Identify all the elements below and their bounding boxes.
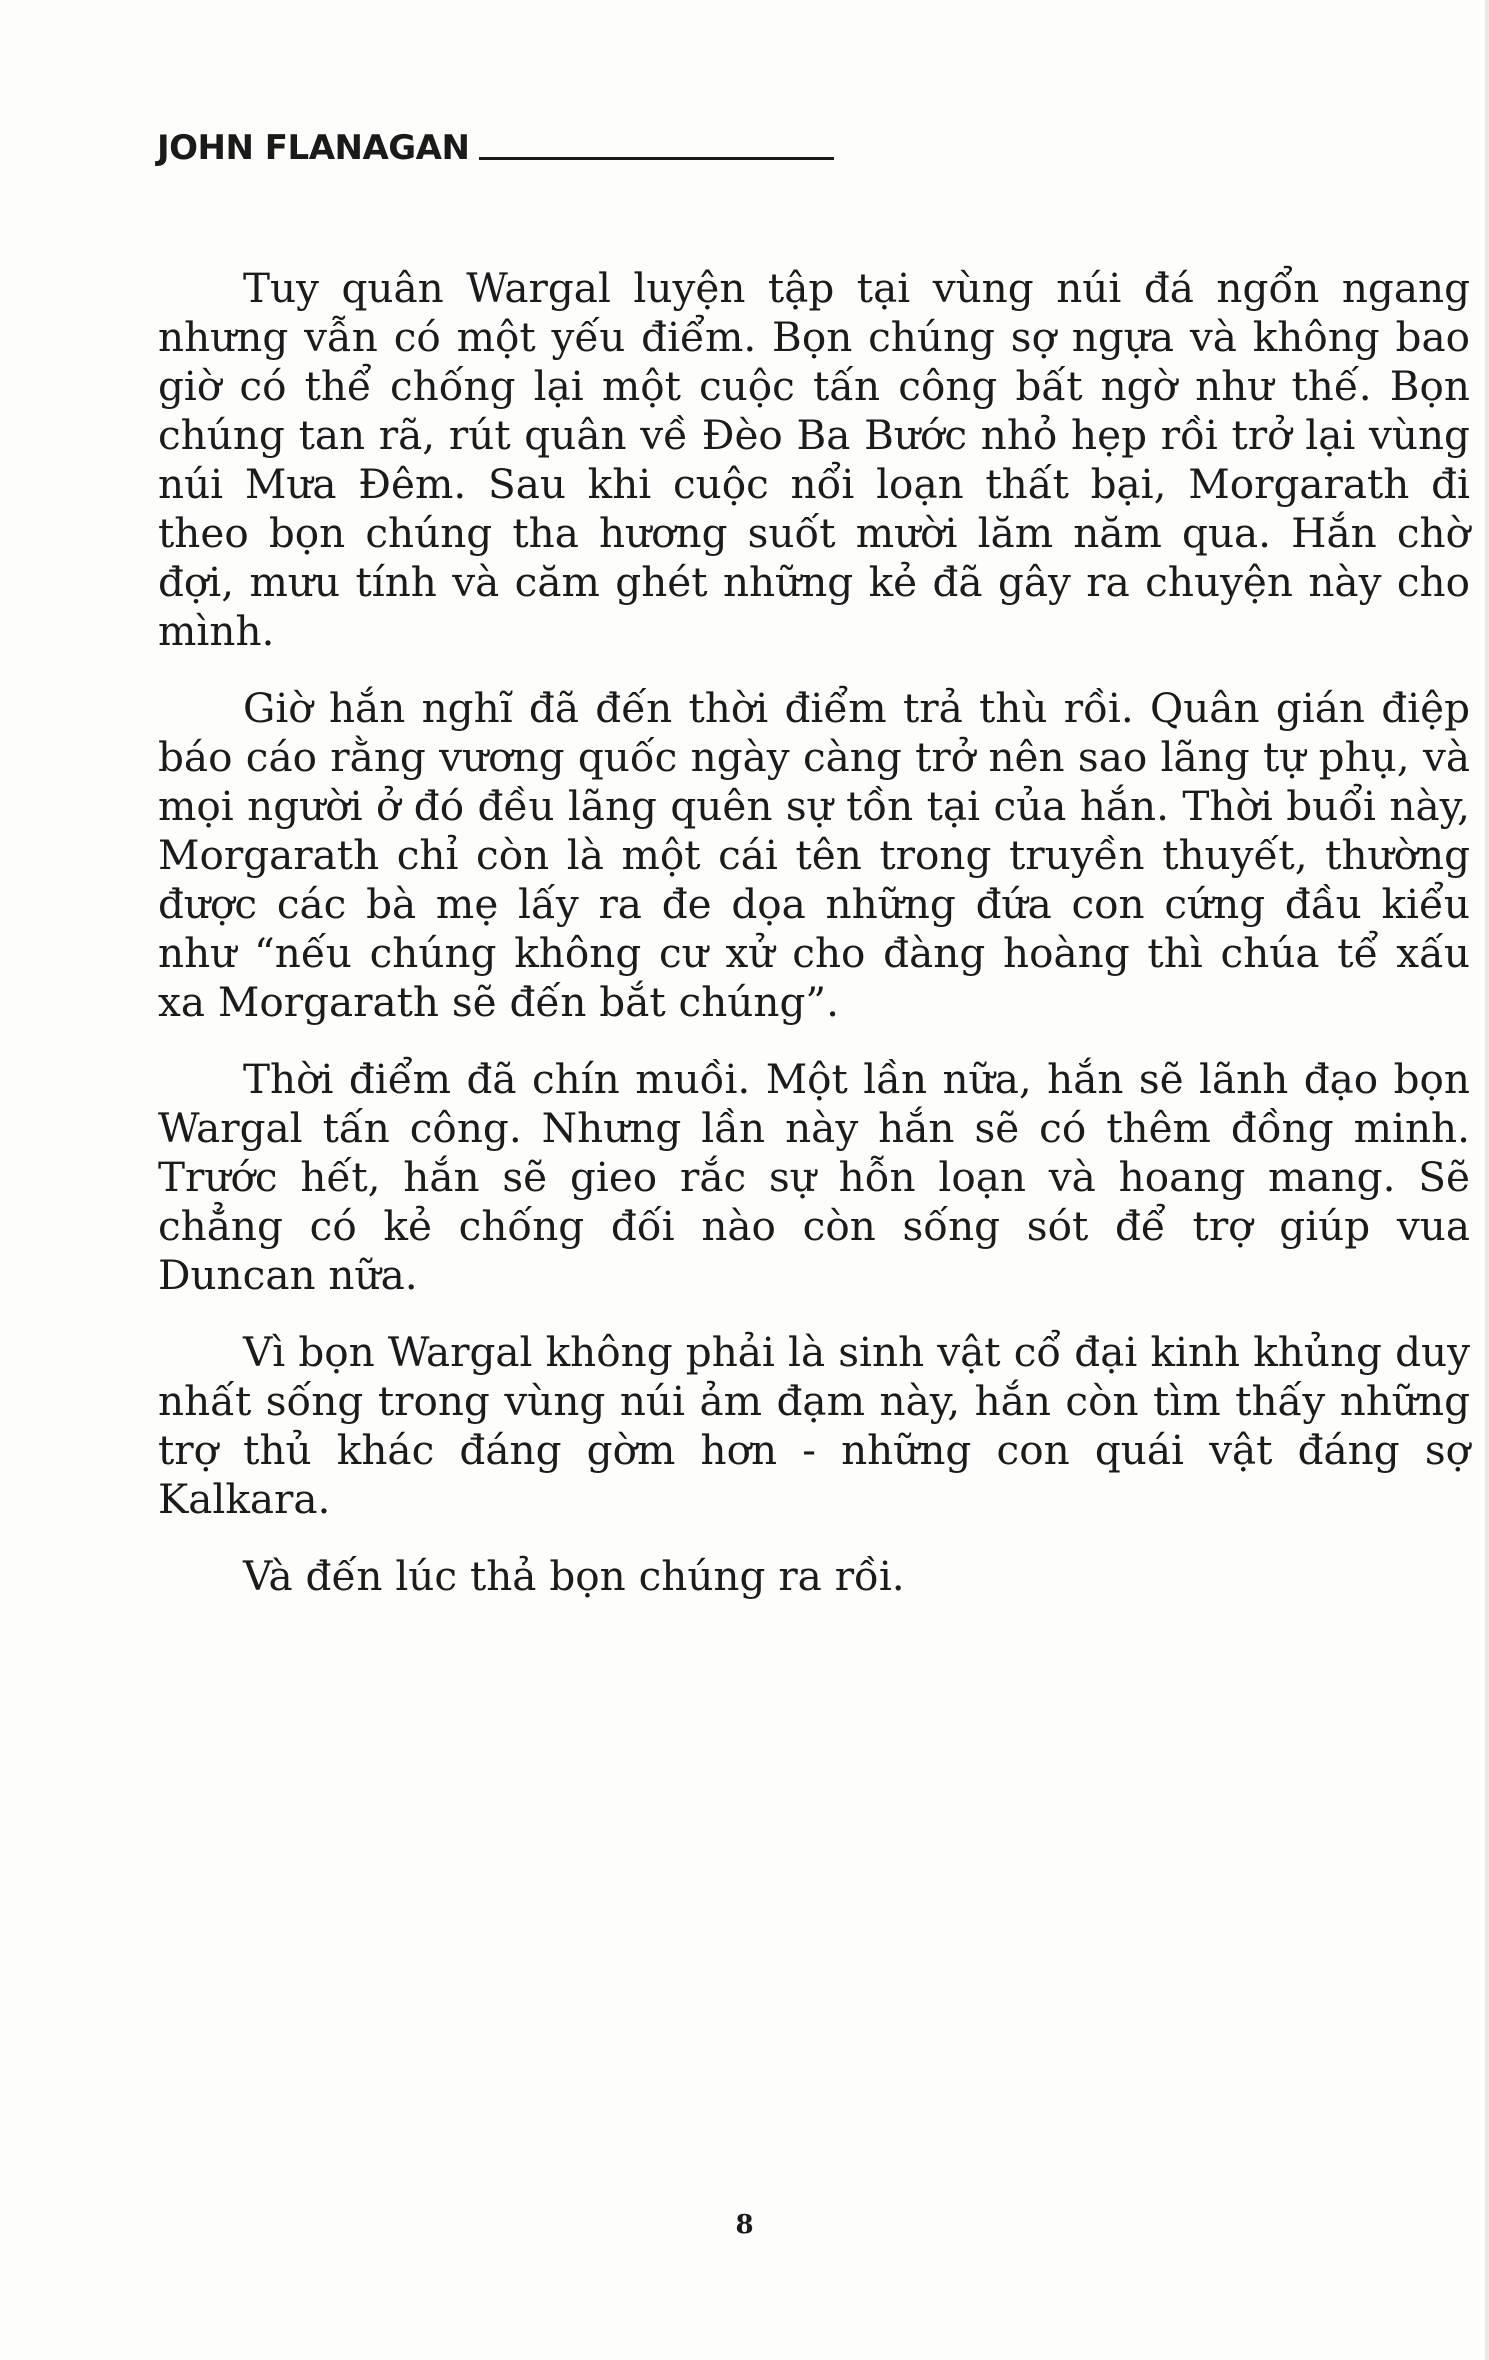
header-author: JOHN FLANAGAN [157,128,470,168]
page-number: 8 [735,2210,754,2240]
paragraph-3: Thời điểm đã chín muồi. Một lần nữa, hắn sẽ lãnh đạo bọn Wargal tấn công. Nhưng lần này hắn sẽ có thêm đồng minh. Trước hết, hắn sẽ gieo rắc sự hỗn loạn và hoang mang. Sẽ chẳng có kẻ chống đối nào còn sống sót để trợ giúp vua Duncan nữa. [158,1055,1470,1299]
page-edge [1485,0,1489,2360]
body-text [158,264,1470,1629]
paragraph-4: Vì bọn Wargal không phải là sinh vật cổ đại kinh khủng duy nhất sống trong vùng núi ảm đạm này, hắn còn tìm thấy những trợ thủ khác đáng gờm hơn - những con quái vật đáng sợ Kalkara. [158,1328,1470,1523]
running-header [157,128,834,168]
header-rule [479,157,834,160]
paragraph-5: Và đến lúc thả bọn chúng ra rồi. [243,1552,905,1600]
paragraph-2: Giờ hắn nghĩ đã đến thời điểm trả thù rồi. Quân gián điệp báo cáo rằng vương quốc ngày càng trở nên sao lãng tự phụ, và mọi người ở đó đều lãng quên sự tồn tại của hắn. Thời buổi này, Morgarath chỉ còn là một cái tên trong truyền thuyết, thường được các bà mẹ lấy ra đe dọa những đứa con cứng đầu kiểu như “nếu chúng không cư xử cho đàng hoàng thì chúa tể xấu xa Morgarath sẽ đến bắt chúng”. [158,684,1470,1026]
paragraph-1: Tuy quân Wargal luyện tập tại vùng núi đá ngổn ngang nhưng vẫn có một yếu điểm. Bọn chúng sợ ngựa và không bao giờ có thể chống lại một cuộc tấn công bất ngờ như thế. Bọn chúng tan rã, rút quân về Đèo Ba Bước nhỏ hẹp rồi trở lại vùng núi Mưa Đêm. Sau khi cuộc nổi loạn thất bại, Morgarath đi theo bọn chúng tha hương suốt mười lăm năm qua. Hắn chờ đợi, mưu tính và căm ghét những kẻ đã gây ra chuyện này cho mình. [158,264,1470,655]
